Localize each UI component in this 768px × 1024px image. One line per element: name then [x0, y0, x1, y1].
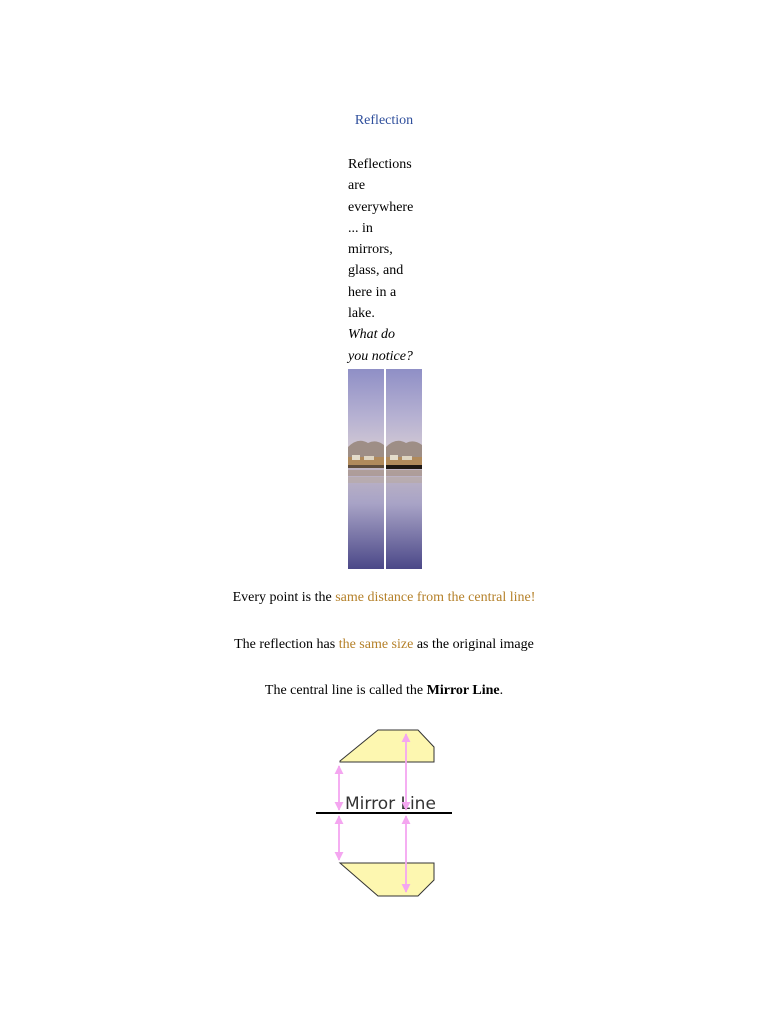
page-title: Reflection: [354, 113, 414, 128]
intro-line: are: [348, 178, 366, 194]
intro-line: lake.: [348, 306, 375, 322]
sentence-mirror-line: [0, 683, 768, 699]
sentence-same-distance: [0, 590, 768, 606]
sentence-text: as the original image: [413, 637, 534, 652]
intro-line: Reflections: [348, 157, 412, 172]
sentence-text: Every point is the: [232, 590, 336, 605]
intro-question-line: What do: [348, 327, 396, 343]
original-shape: [340, 730, 434, 762]
sentence-text: .: [499, 683, 504, 698]
highlight-text: the same size: [338, 637, 414, 652]
photo-right-half: [386, 369, 422, 569]
mirror-line-diagram: [310, 724, 460, 904]
intro-line: ... in: [348, 220, 373, 236]
intro-question-line: you notice?: [348, 348, 413, 364]
intro-text: [348, 154, 424, 367]
sentence-text: The reflection has: [234, 637, 339, 652]
photo-divider: [384, 369, 386, 569]
mirror-line-label: Mirror Line: [345, 794, 436, 814]
intro-line: glass, and: [348, 263, 404, 279]
intro-line: mirrors,: [348, 242, 393, 258]
intro-line: everywhere: [348, 199, 414, 215]
highlight-text: same distance from the central line!: [335, 590, 536, 605]
intro-line: here in a: [348, 284, 397, 300]
bold-term: Mirror Line: [426, 683, 500, 698]
reflected-shape: [340, 863, 434, 896]
sentence-text: The central line is called the: [264, 683, 427, 698]
lake-reflection-photo: [348, 369, 422, 569]
sentence-same-size: [0, 637, 768, 653]
photo-left-half: [348, 369, 384, 569]
